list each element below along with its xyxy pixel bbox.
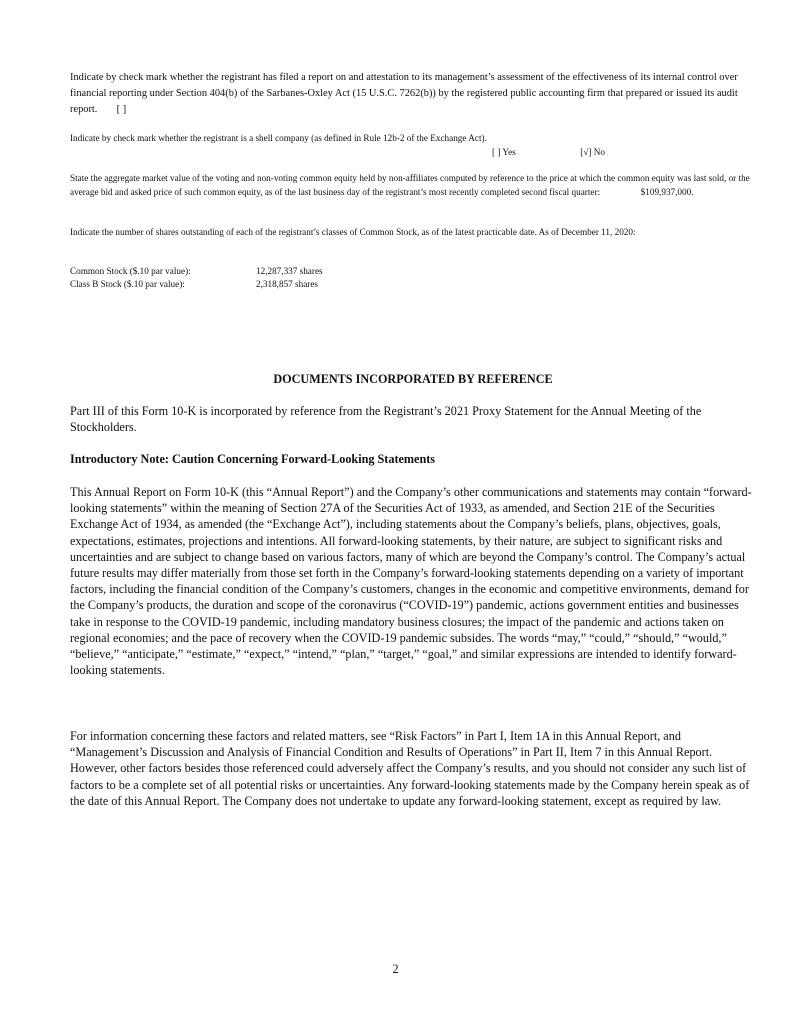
stock-row-class-b — [70, 278, 318, 291]
icfr-check-text: Indicate by check mark whether the registrant has filed a report on and attestation to its management’s assessment of the effectiveness of its internal control over financial reporting under Section 404(b) of the Sarbanes-Oxley Act (15 U.S.C. 7262(b)) by the registered public accounting firm that prepared or issued its audit report. — [70, 72, 738, 115]
stock-row-label: Class B Stock ($.10 par value): — [70, 279, 185, 289]
icfr-check-paragraph — [70, 70, 755, 118]
page-number: 2 — [392, 962, 399, 976]
shell-no-checkbox: [√] No — [580, 147, 605, 157]
documents-incorporated-heading: DOCUMENTS INCORPORATED BY REFERENCE — [273, 372, 553, 386]
market-value-amount: $109,937,000. — [640, 187, 694, 197]
forward-looking-paragraph-1: This Annual Report on Form 10-K (this “Annual Report”) and the Company’s other communications and statements may contain “forward-looking statements” within the meaning of Section 27A of the Securities Act of 1933, as amended, and Section 21E of the Securities Exchange Act of 1934, as amended (the “Exchange Act”), including statements about the Company’s beliefs, plans, objectives, goals, expectations, estimates, projections and intentions. All forward-looking statements, by their nature, are subject to significant risks and uncertainties and are subject to change based on various factors, many of which are beyond the Company’s control. The Company’s actual future results may differ materially from those set forth in the Company’s forward-looking statements depending on a variety of important factors, including the financial condition of the Company’s customers, changes in the economic and competitive environments, demand for the Company’s products, the duration and scope of the coronavirus (“COVID-19”) pandemic, actions government entities and businesses take in response to the COVID-19 pandemic, including mandatory business closures; the impact of the pandemic and actions taken on regional economies; and the pace of recovery when the COVID-19 pandemic subsides. The words “may,” “could,” “should,” “would,” “believe,” “anticipate,” “estimate,” “expect,” “intend,” “plan,” “target,” “goal,” and similar expressions are intended to identify forward-looking statements. — [70, 485, 752, 678]
stock-row-common — [70, 265, 323, 278]
shell-company-checkboxes — [492, 145, 605, 159]
market-value-paragraph — [70, 171, 755, 199]
shares-outstanding-text: Indicate the number of shares outstanding of each of the registrant’s classes of Common Stock, as of the latest practicable date. As of December 11, 2020: — [70, 227, 636, 237]
intro-note-heading: Introductory Note: Caution Concerning Forward-Looking Statements — [70, 452, 436, 466]
shell-company-question: Indicate by check mark whether the registrant is a shell company (as defined in Rule 12b-2 of the Exchange Act). — [70, 133, 487, 143]
stock-row-value: 12,287,337 shares — [256, 266, 323, 276]
shell-yes-checkbox: [ ] Yes — [492, 147, 516, 157]
market-value-text: State the aggregate market value of the voting and non-voting common equity held by non-affiliates computed by reference to the price at which the common equity was last sold, or the average bid and asked price of such common equity, as of the last business day of the registrant’s most recently completed second fiscal quarter: — [70, 173, 750, 197]
stock-row-label: Common Stock ($.10 par value): — [70, 266, 191, 276]
forward-looking-paragraph-2: For information concerning these factors and related matters, see “Risk Factors” in Part I, Item 1A in this Annual Report, and “Management’s Discussion and Analysis of Financial Condition and Results of Operations” in Part II, Item 7 in this Annual Report. However, other factors besides those referenced could adversely affect the Company’s results, and you should not consider any such list of factors to be a complete set of all potential risks or uncertainties. Any forward-looking statements made by the Company herein speak as of the date of this Annual Report. The Company does not undertake to update any forward-looking statement, except as required by law. — [70, 729, 750, 808]
stock-row-value: 2,318,857 shares — [256, 279, 319, 289]
documents-incorporated-text: Part III of this Form 10-K is incorporated by reference from the Registrant’s 2021 Proxy Statement for the Annual Meeting of the Stockholders. — [70, 404, 702, 435]
icfr-checkbox: [ ] — [116, 104, 127, 115]
